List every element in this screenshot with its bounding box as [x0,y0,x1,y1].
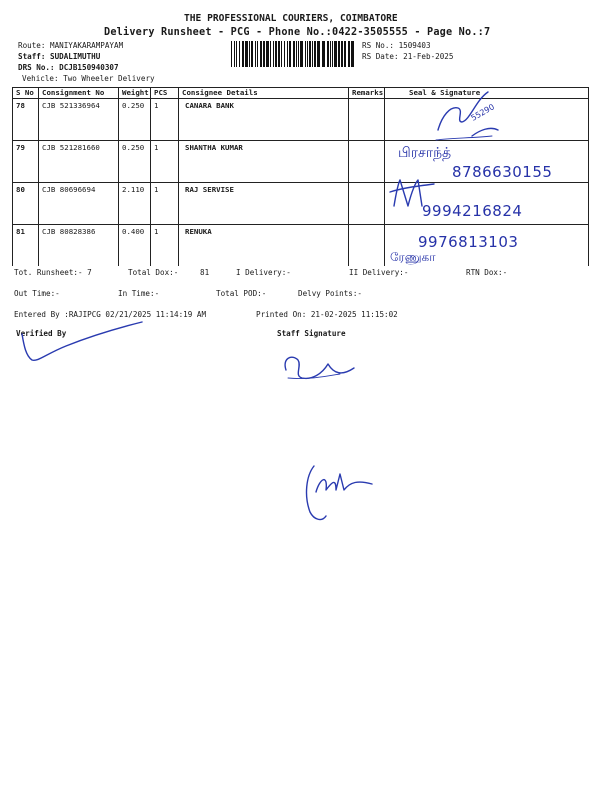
i-delivery: I Delivery:- [236,268,291,277]
col-header-consignee: Consignee Details [179,88,349,99]
row-consignee: RENUKA [179,225,349,267]
row-consignee: SHANTHA KUMAR [179,141,349,183]
total-pod: Total POD:- [216,289,267,298]
row-consignment: CJB 80828386 [39,225,119,267]
total-runsheet: Tot. Runsheet:- 7 [14,268,92,277]
phone-row81: 9976813103 [418,233,519,251]
row-consignee: CANARA BANK [179,99,349,141]
row-consignment: CJB 80696694 [39,183,119,225]
drs-number: DRS No.: DCJB150940307 [18,63,119,72]
row-weight: 2.110 [119,183,151,225]
row-pcs: 1 [151,183,179,225]
rtn-dox: RTN Dox:- [466,268,508,277]
row-consignment: CJB 521336964 [39,99,119,141]
row-consignment: CJB 521281660 [39,141,119,183]
staff-label: Staff: SUDALIMUTHU [18,52,101,61]
row-sno: 81 [13,225,39,267]
row-pcs: 1 [151,225,179,267]
seal-number: 55290 [469,102,496,123]
consignee-name-row81: ரேணுகா [390,250,436,264]
phone-row79: 8786630155 [452,163,553,181]
col-header-weight: Weight [119,88,151,99]
row-remarks [349,99,385,141]
barcode-image [230,41,356,67]
runsheet-title: Delivery Runsheet - PCG - Phone No.:0422-3505555 - Page No.:7 [104,27,491,38]
out-time: Out Time:- [14,289,60,298]
row-sno: 78 [13,99,39,141]
staff-signature-label: Staff Signature [277,329,346,338]
col-header-consignment: Consignment No [39,88,119,99]
col-header-pcs: PCS [151,88,179,99]
col-header-remarks: Remarks [349,88,385,99]
row-sno: 79 [13,141,39,183]
phone-row80: 9994216824 [422,202,523,220]
in-time: In Time:- [118,289,160,298]
rs-number: RS No.: 1509403 [362,41,431,50]
row-sno: 80 [13,183,39,225]
ii-delivery: II Delivery:- [349,268,409,277]
printed-on: Printed On: 21-02-2025 11:15:02 [256,310,398,319]
signature-row78-icon [432,86,504,146]
row-pcs: 1 [151,99,179,141]
vehicle-label: Vehicle: Two Wheeler Delivery [22,74,155,83]
row-remarks [349,225,385,267]
route-label: Route: MANIYAKARAMPAYAM [18,41,124,50]
company-name: THE PROFESSIONAL COURIERS, COIMBATORE [184,13,398,24]
consignee-name-row79: பிரசாந்த் [398,145,452,161]
entered-by: Entered By :RAJIPCG 02/21/2025 11:14:19 AM [14,310,207,319]
delvy-points: Delvy Points:- [298,289,363,298]
verified-by-label: Verified By [16,329,67,338]
row-consignee: RAJ SERVISE [179,183,349,225]
row-weight: 0.250 [119,141,151,183]
row-pcs: 1 [151,141,179,183]
verified-signature-icon [16,316,146,366]
total-dox-label: Total Dox:- [128,268,179,277]
total-dox-value: 81 [200,268,210,277]
rs-date: RS Date: 21-Feb-2025 [362,52,454,61]
row-weight: 0.250 [119,99,151,141]
row-weight: 0.400 [119,225,151,267]
row-remarks [349,183,385,225]
lower-signature-icon [296,456,376,526]
col-header-sno: S No [13,88,39,99]
staff-signature-icon [278,350,358,384]
col-header-seal-signature: Seal & Signature [385,88,589,99]
row-remarks [349,141,385,183]
